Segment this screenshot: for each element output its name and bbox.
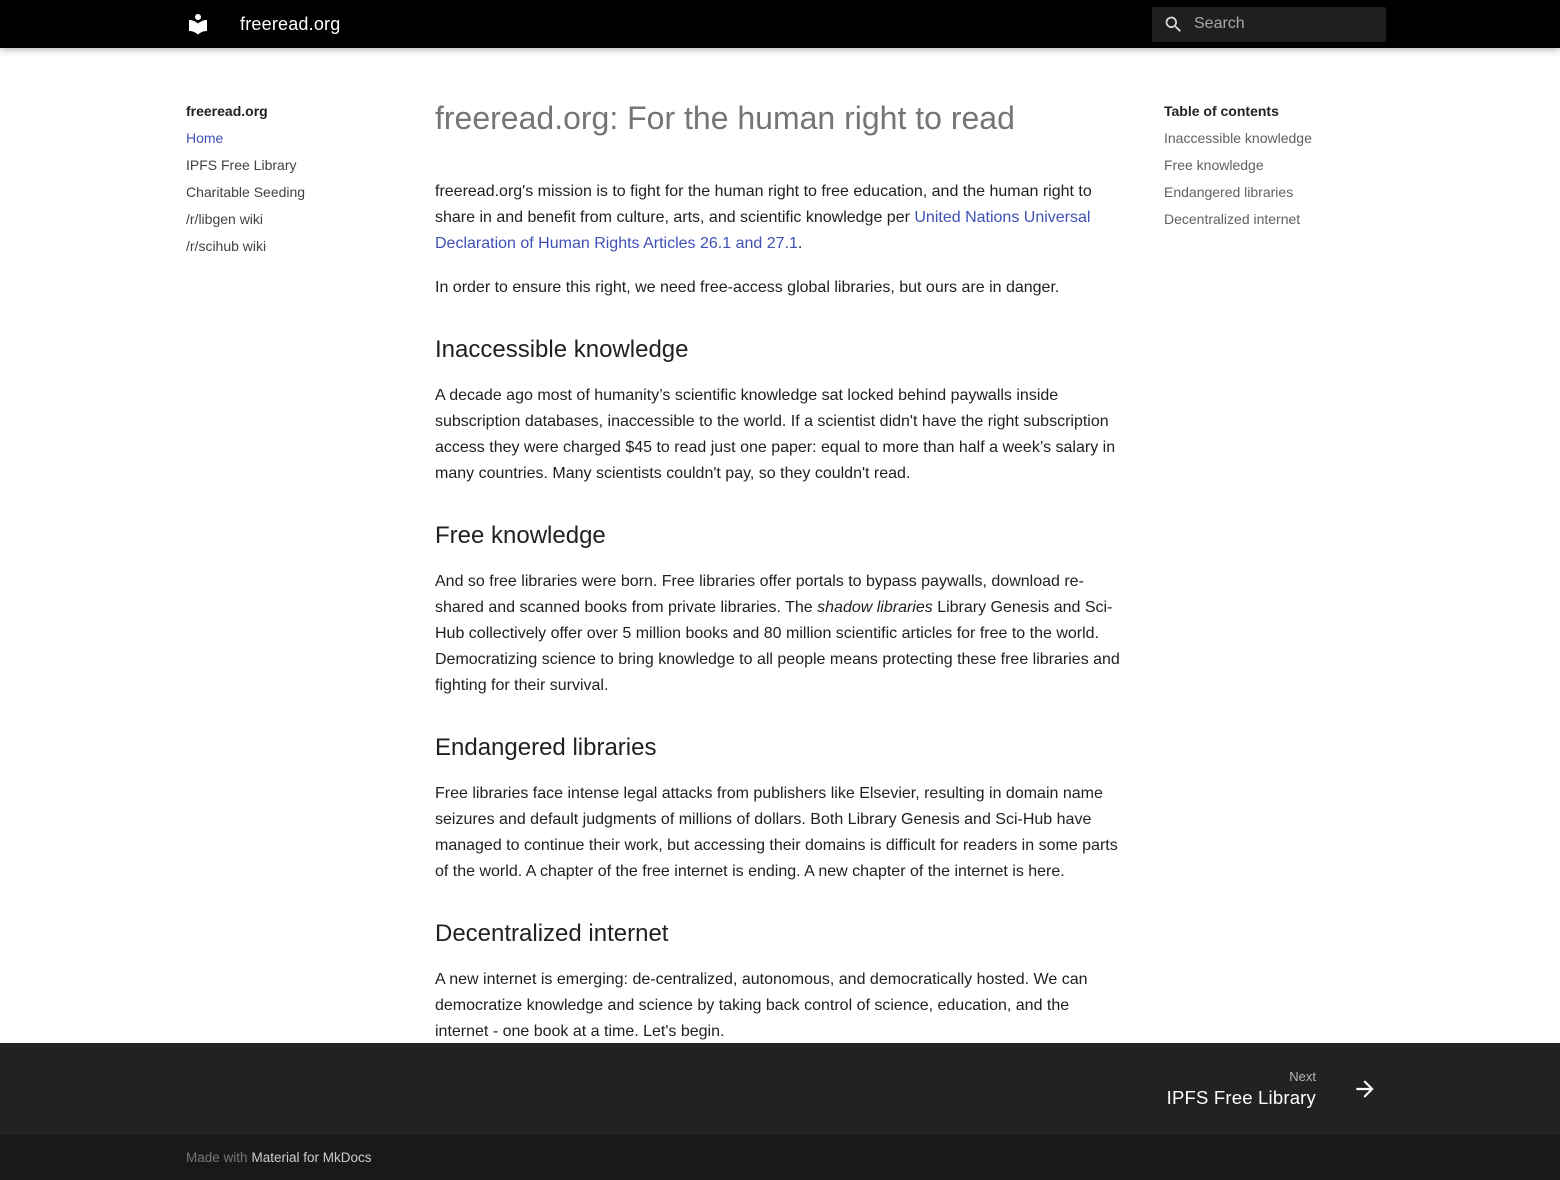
left-nav-sidebar [170, 48, 412, 260]
toc-item-inaccessible-knowledge[interactable]: Inaccessible knowledge [1164, 130, 1312, 146]
section-heading-free-knowledge: Free knowledge [435, 522, 606, 549]
page-title: freeread.org: For the human right to read [435, 100, 1015, 136]
toc-item-endangered-libraries[interactable]: Endangered libraries [1164, 184, 1294, 200]
next-label: Next [1289, 1069, 1316, 1084]
header-site-title[interactable]: freeread.org [240, 13, 341, 34]
main-container [170, 48, 1390, 1043]
toc-item-decentralized-internet[interactable]: Decentralized internet [1164, 211, 1301, 227]
sidebar-item-ipfs-free-library[interactable]: IPFS Free Library [186, 157, 297, 173]
toc-sidebar [1148, 48, 1390, 233]
free-knowledge-text-before: And so free libraries were born. Free libraries offer portals to bypass paywalls, download re-shared and scanned books from private libraries. The [435, 573, 1084, 616]
footer-meta [0, 1135, 1560, 1180]
toc-title: Table of contents [1164, 103, 1279, 119]
material-for-mkdocs-link[interactable]: Material for MkDocs [251, 1150, 372, 1165]
header-inner [170, 0, 1390, 48]
intro-p1-text: freeread.org's mission is to fight for the human right to free education, and the human right to share in and benefit from culture, arts, and scientific knowledge per [435, 183, 1092, 226]
section-body-endangered-libraries: Free libraries face intense legal attacks from publishers like Elsevier, resulting in domain name seizures and default judgments of millions of dollars. Both Library Genesis and Sci-Hub have managed to continue their work, but accessing their domains is difficult for readers in some parts of the world. A chapter of the free internet is ending. A new chapter of the internet is here. [435, 785, 1118, 880]
intro-p1-period: . [797, 235, 803, 252]
toc-item-free-knowledge[interactable]: Free knowledge [1164, 157, 1264, 173]
arrow-forward-icon [1352, 1076, 1378, 1102]
section-body-free-knowledge [435, 569, 1125, 699]
made-with-text: Made with [186, 1150, 248, 1165]
footer-meta-inner [170, 1135, 1390, 1180]
app-header [0, 0, 1560, 48]
sidebar-item-home[interactable]: Home [186, 130, 224, 146]
next-page-title: IPFS Free Library [1166, 1087, 1316, 1108]
article-content [412, 48, 1148, 1043]
page-footer [0, 1043, 1560, 1180]
sidebar-item-charitable-seeding[interactable]: Charitable Seeding [186, 184, 306, 200]
un-declaration-link[interactable]: United Nations Universal Declaration of Human Rights Articles 26.1 and 27.1 [435, 209, 1091, 252]
free-knowledge-text-after: Library Genesis and Sci-Hub collectively offer over 5 million books and 80 million scientific articles for free to the world. Democratizing science to bring knowledge to all people means protecting these free libraries and fighting for their survival. [435, 599, 1120, 694]
section-heading-endangered-libraries: Endangered libraries [435, 734, 657, 761]
intro-paragraph-1 [435, 179, 1125, 257]
section-heading-decentralized-internet: Decentralized internet [435, 920, 669, 947]
footer-nav [0, 1043, 1560, 1135]
search-icon [1163, 14, 1184, 35]
shadow-libraries-emphasis: shadow libraries [817, 599, 933, 616]
intro-paragraph-2: In order to ensure this right, we need free-access global libraries, but ours are in danger. [435, 279, 1060, 296]
search-box[interactable] [1152, 7, 1386, 42]
section-heading-inaccessible-knowledge: Inaccessible knowledge [435, 336, 689, 363]
sidebar-item-scihub-wiki[interactable]: /r/scihub wiki [186, 238, 267, 254]
section-body-decentralized-internet: A new internet is emerging: de-centralized, autonomous, and democratically hosted. We can democratize knowledge and science by taking back control of science, education, and the internet - one book at a time. Let's begin. [435, 971, 1088, 1040]
sidebar-item-libgen-wiki[interactable]: /r/libgen wiki [186, 211, 264, 227]
search-input[interactable] [1194, 15, 1401, 33]
site-logo-library-icon[interactable] [186, 12, 210, 36]
section-body-inaccessible-knowledge: A decade ago most of humanity’s scientific knowledge sat locked behind paywalls inside subscription databases, inaccessible to the world. If a scientist didn't have the right subscription access they were charged $45 to read just one paper: equal to more than half a week’s salary in many countries. Many scientists couldn't pay, so they couldn't read. [435, 387, 1116, 482]
sidebar-site-title: freeread.org [186, 103, 268, 119]
next-page-link[interactable] [1167, 1069, 1390, 1109]
next-page-texts [1167, 1069, 1316, 1109]
footer-nav-inner [170, 1043, 1390, 1135]
